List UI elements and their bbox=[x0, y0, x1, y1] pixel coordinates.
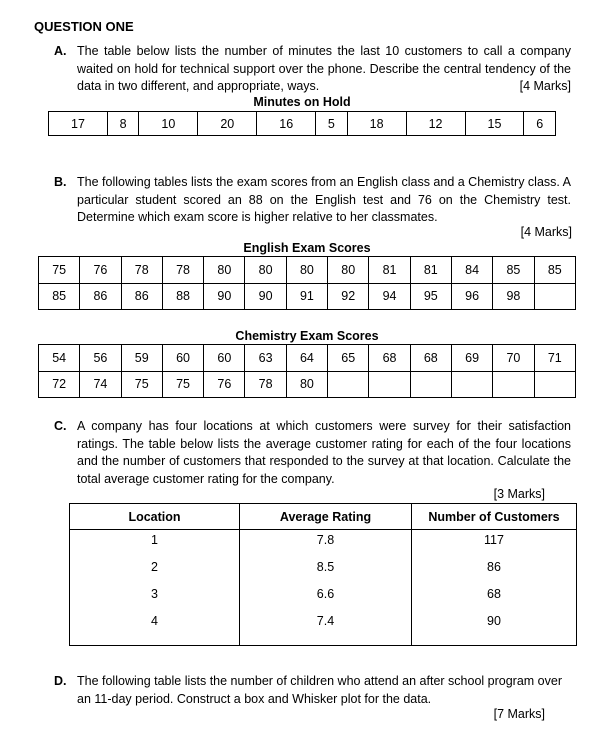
english-score-cell: 98 bbox=[493, 283, 534, 310]
minutes-cell: 17 bbox=[49, 112, 108, 136]
rating-header-row bbox=[70, 504, 577, 530]
part-d-text: The following table lists the number of children who attend an after school program over an 11-day period. Construct a box and Whisker plot for the data. bbox=[77, 674, 562, 706]
customers-cell: 117 bbox=[412, 530, 577, 557]
chemistry-score-cell: 74 bbox=[80, 371, 121, 398]
chemistry-score-cell: 80 bbox=[286, 371, 327, 398]
location-cell: 1 bbox=[70, 530, 240, 557]
part-d-marks: [7 Marks] bbox=[493, 707, 545, 721]
english-score-cell: 95 bbox=[410, 283, 451, 310]
minutes-cell: 20 bbox=[198, 112, 257, 136]
part-c-marks: [3 Marks] bbox=[493, 487, 545, 501]
location-cell: 3 bbox=[70, 584, 240, 611]
english-score-cell: 86 bbox=[121, 283, 162, 310]
chemistry-score-cell: 75 bbox=[162, 371, 203, 398]
chemistry-score-cell: 60 bbox=[204, 345, 245, 372]
english-score-cell: 75 bbox=[39, 257, 80, 284]
english-score-cell: 78 bbox=[121, 257, 162, 284]
english-score-cell: 85 bbox=[39, 283, 80, 310]
chemistry-score-cell: 56 bbox=[80, 345, 121, 372]
chemistry-score-cell: 64 bbox=[286, 345, 327, 372]
english-score-cell: 78 bbox=[162, 257, 203, 284]
chemistry-score-cell: 70 bbox=[493, 345, 534, 372]
english-score-cell: 80 bbox=[328, 257, 369, 284]
chemistry-score-cell bbox=[369, 371, 410, 398]
minutes-cell: 15 bbox=[465, 112, 524, 136]
english-score-cell: 91 bbox=[286, 283, 327, 310]
english-score-cell: 90 bbox=[245, 283, 286, 310]
part-a-marks: [4 Marks] bbox=[519, 79, 571, 93]
english-score-cell: 80 bbox=[286, 257, 327, 284]
part-a bbox=[54, 43, 574, 96]
minutes-cell: 10 bbox=[139, 112, 198, 136]
part-c bbox=[54, 418, 574, 488]
customers-cell: 90 bbox=[412, 611, 577, 646]
chemistry-score-cell bbox=[410, 371, 451, 398]
chemistry-table bbox=[38, 344, 576, 398]
average-rating-cell: 7.8 bbox=[240, 530, 412, 557]
english-score-cell: 96 bbox=[451, 283, 492, 310]
average-rating-cell: 8.5 bbox=[240, 557, 412, 584]
english-score-cell: 90 bbox=[204, 283, 245, 310]
chemistry-score-cell bbox=[534, 371, 575, 398]
rating-row bbox=[70, 584, 577, 611]
chemistry-caption: Chemistry Exam Scores bbox=[235, 329, 379, 343]
chemistry-score-cell: 68 bbox=[410, 345, 451, 372]
minutes-row bbox=[49, 112, 556, 136]
english-score-row bbox=[39, 257, 576, 284]
rating-row bbox=[70, 530, 577, 557]
part-b bbox=[54, 174, 574, 227]
chemistry-score-cell: 63 bbox=[245, 345, 286, 372]
part-d-letter: D. bbox=[54, 674, 67, 688]
minutes-cell: 16 bbox=[257, 112, 316, 136]
minutes-cell: 18 bbox=[347, 112, 406, 136]
chemistry-score-cell: 54 bbox=[39, 345, 80, 372]
part-b-text: The following tables lists the exam scores from an English class and a Chemistry class. A particular student scored an 88 on the English test and 76 on the Chemistry test. Determine which exam score is higher relative to her classmates. bbox=[77, 175, 571, 224]
average-rating-cell: 6.6 bbox=[240, 584, 412, 611]
chemistry-score-cell: 72 bbox=[39, 371, 80, 398]
chemistry-score-cell: 69 bbox=[451, 345, 492, 372]
chemistry-score-cell bbox=[493, 371, 534, 398]
chemistry-score-row bbox=[39, 345, 576, 372]
english-score-cell: 81 bbox=[369, 257, 410, 284]
minutes-cell: 12 bbox=[406, 112, 465, 136]
english-score-cell: 81 bbox=[410, 257, 451, 284]
english-score-cell: 76 bbox=[80, 257, 121, 284]
english-score-cell: 85 bbox=[493, 257, 534, 284]
chemistry-score-cell: 68 bbox=[369, 345, 410, 372]
rating-row bbox=[70, 557, 577, 584]
question-title: QUESTION ONE bbox=[34, 19, 134, 34]
english-score-cell: 86 bbox=[80, 283, 121, 310]
english-score-row bbox=[39, 283, 576, 310]
english-score-cell: 80 bbox=[204, 257, 245, 284]
header-average-rating: Average Rating bbox=[240, 504, 412, 530]
minutes-cell: 8 bbox=[107, 112, 138, 136]
english-score-cell: 85 bbox=[534, 257, 575, 284]
customers-cell: 86 bbox=[412, 557, 577, 584]
english-score-cell: 92 bbox=[328, 283, 369, 310]
english-score-cell: 88 bbox=[162, 283, 203, 310]
part-a-letter: A. bbox=[54, 44, 67, 58]
chemistry-score-cell: 59 bbox=[121, 345, 162, 372]
part-d bbox=[54, 673, 574, 708]
chemistry-score-cell: 78 bbox=[245, 371, 286, 398]
english-score-cell: 94 bbox=[369, 283, 410, 310]
average-rating-cell: 7.4 bbox=[240, 611, 412, 646]
rating-row bbox=[70, 611, 577, 646]
part-c-letter: C. bbox=[54, 419, 67, 433]
chemistry-score-cell: 76 bbox=[204, 371, 245, 398]
minutes-table bbox=[48, 111, 556, 136]
english-score-cell: 80 bbox=[245, 257, 286, 284]
chemistry-score-row bbox=[39, 371, 576, 398]
chemistry-score-cell bbox=[451, 371, 492, 398]
english-caption: English Exam Scores bbox=[243, 241, 371, 255]
chemistry-score-cell: 65 bbox=[328, 345, 369, 372]
rating-table bbox=[69, 503, 577, 646]
english-score-cell: 84 bbox=[451, 257, 492, 284]
minutes-cell: 5 bbox=[316, 112, 347, 136]
english-table bbox=[38, 256, 576, 310]
header-location: Location bbox=[70, 504, 240, 530]
customers-cell: 68 bbox=[412, 584, 577, 611]
minutes-cell: 6 bbox=[524, 112, 556, 136]
minutes-caption: Minutes on Hold bbox=[253, 95, 351, 109]
location-cell: 2 bbox=[70, 557, 240, 584]
part-c-text: A company has four locations at which customers were survey for their satisfaction ratings. The table below lists the average customer rating for each of the four locations and the number of customers that responded to the survey at that location. Calculate the total average customer rating for the company. bbox=[77, 419, 571, 486]
part-a-question: The table below lists the number of minutes the last 10 customers to call a company waited on hold for technical support over the phone. Describe the central tendency of the data in two different, and appropriate, ways. bbox=[77, 44, 571, 93]
chemistry-score-cell bbox=[328, 371, 369, 398]
part-b-letter: B. bbox=[54, 175, 67, 189]
location-cell: 4 bbox=[70, 611, 240, 646]
english-score-cell bbox=[534, 283, 575, 310]
header-number-customers: Number of Customers bbox=[412, 504, 577, 530]
chemistry-score-cell: 71 bbox=[534, 345, 575, 372]
chemistry-score-cell: 60 bbox=[162, 345, 203, 372]
part-b-marks: [4 Marks] bbox=[520, 225, 572, 239]
part-a-text bbox=[77, 43, 571, 96]
chemistry-score-cell: 75 bbox=[121, 371, 162, 398]
